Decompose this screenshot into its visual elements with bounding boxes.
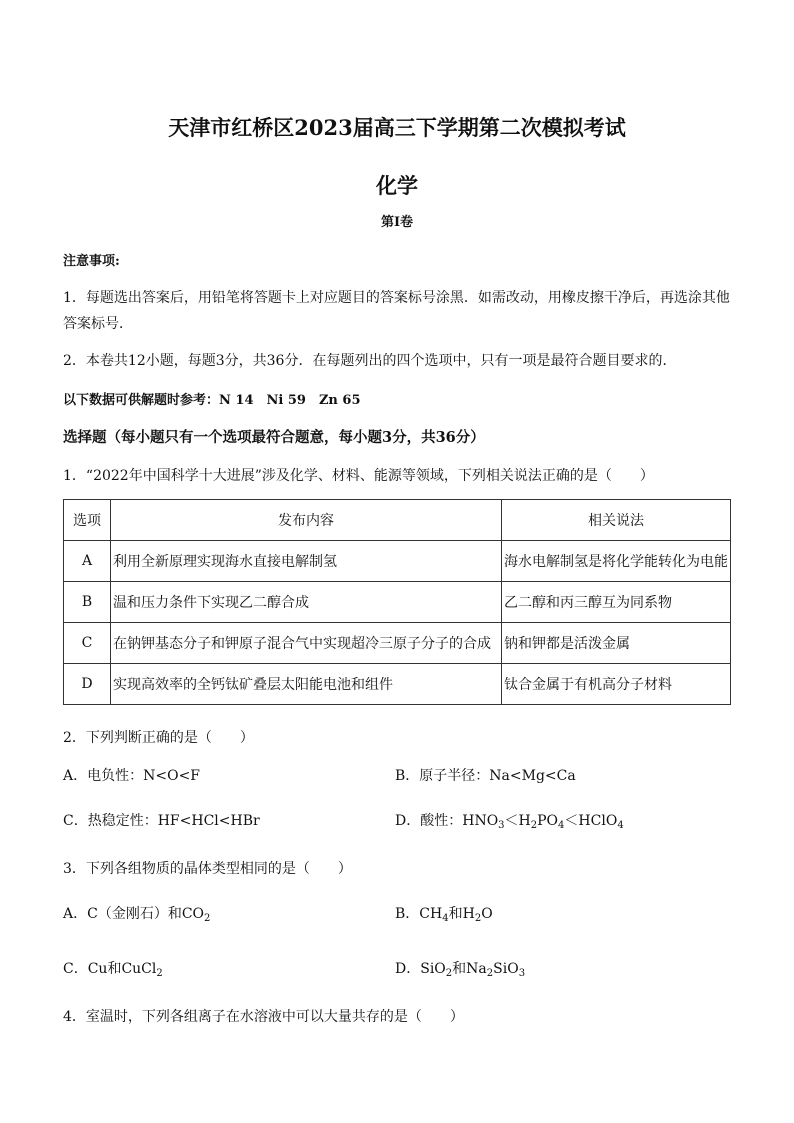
q2-stem: 2．下列判断正确的是（ ） <box>63 730 254 746</box>
content-cell: 在钠钾基态分子和钾原子混合气中实现超冷三原子分子的合成 <box>111 623 502 664</box>
remark-cell: 海水电解制氢是将化学能转化为电能 <box>502 541 731 582</box>
q1-table <box>63 499 731 705</box>
header-content: 发布内容 <box>111 500 502 541</box>
note-item-2: 2．本卷共12小题，每题3分，共36分．在每题列出的四个选项中，只有一项是最符合题目要求的． <box>63 353 677 369</box>
q3-option-c[interactable]: C．Cu和CuCl$_2$ <box>63 961 163 979</box>
q3-stem: 3．下列各组物质的晶体类型相同的是（ ） <box>63 861 352 877</box>
table-row <box>64 541 731 582</box>
reference-data: 以下数据可供解题时参考：N 14 Ni 59 Zn 65 <box>63 393 361 408</box>
volume-label: 第Ⅰ卷 <box>380 215 414 230</box>
notes-heading: 注意事项: <box>63 254 120 269</box>
option-cell: B <box>64 582 111 623</box>
note-item-1-line-1: 1．每题选出答案后，用铅笔将答题卡上对应题目的答案标号涂黑．如需改动，用橡皮擦干净后，再选涂其他 <box>63 290 730 306</box>
table-row <box>64 582 731 623</box>
page-title: 天津市红桥区2023届高三下学期第二次模拟考试 <box>168 115 626 140</box>
section-heading: 选择题（每小题只有一个选项最符合题意，每小题3分，共36分） <box>63 429 485 446</box>
note-item-1-line-2: 答案标号． <box>63 316 133 332</box>
remark-cell: 钛合金属于有机高分子材料 <box>502 664 731 705</box>
content-cell: 实现高效率的全钙钛矿叠层太阳能电池和组件 <box>111 664 502 705</box>
table-row <box>64 664 731 705</box>
content-cell: 温和压力条件下实现乙二醇合成 <box>111 582 502 623</box>
header-remark: 相关说法 <box>502 500 731 541</box>
q3-option-a[interactable]: A．C（金刚石）和$CO_2$ <box>63 906 211 924</box>
q2-option-d-formula: $HNO_3<H_2PO_4<HClO_4$ <box>462 813 624 831</box>
q3-option-d[interactable]: D．SiO$_2$和$Na_2SiO_3$ <box>395 961 526 979</box>
q2-option-d-prefix: D．酸性： <box>395 813 463 829</box>
table-header-row <box>64 500 731 541</box>
q3-option-b[interactable]: B．$CH_4$和$H_2O$ <box>395 906 493 924</box>
option-cell: D <box>64 664 111 705</box>
remark-cell: 乙二醇和丙三醇互为同系物 <box>502 582 731 623</box>
q2-option-d[interactable] <box>395 810 624 831</box>
content-cell: 利用全新原理实现海水直接电解制氢 <box>111 541 502 582</box>
q1-stem: 1．“2022年中国科学十大进展”涉及化学、材料、能源等领域，下列相关说法正确的是（ ） <box>63 468 654 484</box>
option-cell: A <box>64 541 111 582</box>
q2-option-b[interactable]: B．原子半径：Na<Mg<Ca <box>395 768 576 784</box>
q2-option-a[interactable]: A．电负性：N<O<F <box>63 768 201 784</box>
q4-stem: 4．室温时，下列各组离子在水溶液中可以大量共存的是（ ） <box>63 1009 464 1025</box>
header-option: 选项 <box>64 500 111 541</box>
q2-option-c[interactable]: C．热稳定性：HF<HCl<HBr <box>63 813 260 829</box>
subject-title: 化学 <box>376 173 418 198</box>
option-cell: C <box>64 623 111 664</box>
remark-cell: 钠和钾都是活泼金属 <box>502 623 731 664</box>
table-row <box>64 623 731 664</box>
